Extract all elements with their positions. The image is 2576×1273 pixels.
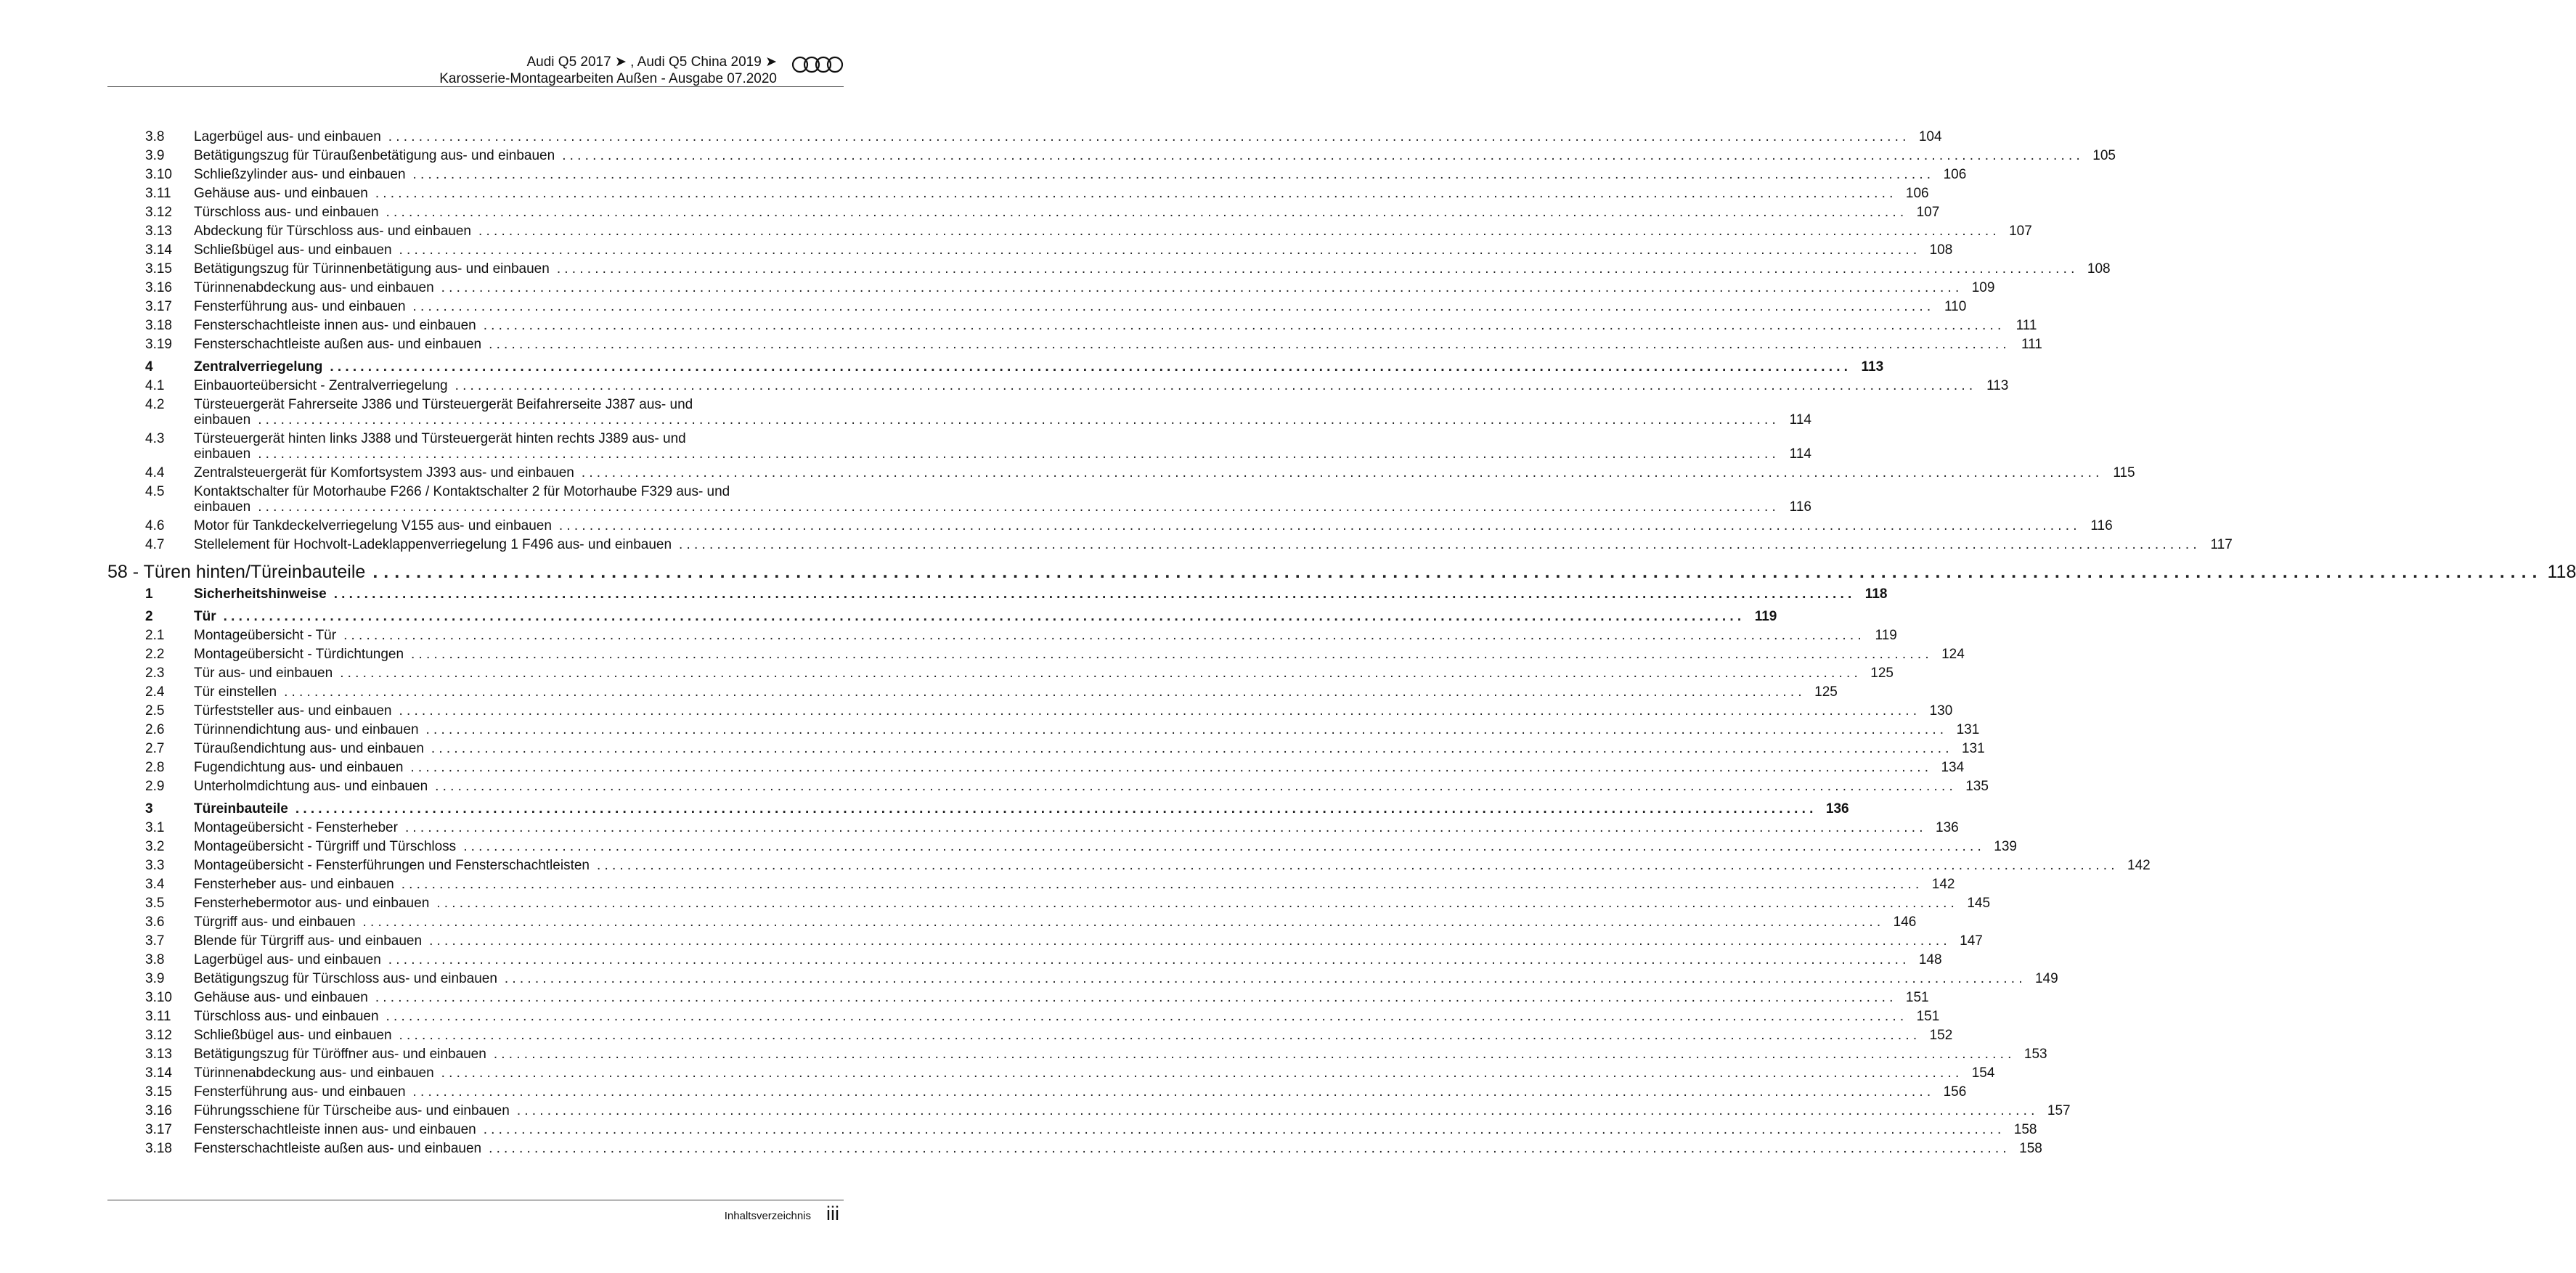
dot-leader: ........................................................................................................................................................................................................ bbox=[431, 741, 1953, 756]
toc-entry-page: 135 bbox=[1965, 779, 1989, 794]
toc-entry-title-line1: Türsteuergerät hinten links J388 und Türsteuergerät hinten rechts J389 aus- und bbox=[194, 431, 686, 446]
dot-leader: ........................................................................................................................................................................................................ bbox=[679, 537, 2201, 552]
toc-entry-number: 3.11 bbox=[145, 1009, 171, 1024]
table-of-contents bbox=[107, 128, 2576, 1158]
toc-entry[interactable] bbox=[107, 316, 2037, 335]
toc-entry[interactable] bbox=[107, 913, 1917, 932]
header-manual-title: Karosserie-Montagearbeiten Außen - Ausgabe 07.2020 bbox=[439, 71, 777, 86]
dot-leader: ........................................................................................................................................................................................................ bbox=[399, 703, 1921, 719]
toc-entry-page: 106 bbox=[1905, 186, 1929, 201]
toc-entry-page: 142 bbox=[2127, 858, 2151, 873]
toc-entry-title: Türinnendichtung aus- und einbauen bbox=[194, 722, 419, 737]
toc-entry-title: Montageübersicht - Tür bbox=[194, 628, 337, 643]
dot-leader: ........................................................................................................................................................................................................ bbox=[258, 446, 1780, 462]
dot-leader: ........................................................................................................................................................................................................ bbox=[372, 562, 2543, 582]
toc-entry-number: 3.19 bbox=[145, 337, 172, 352]
toc-entry[interactable] bbox=[107, 1139, 2042, 1158]
dot-leader: ........................................................................................................................................................................................................ bbox=[295, 801, 1817, 816]
dot-leader: ........................................................................................................................................................................................................ bbox=[343, 628, 1865, 643]
toc-entry[interactable] bbox=[107, 626, 1897, 645]
toc-entry-number: 2.3 bbox=[145, 666, 165, 681]
toc-entry-title: Türfeststeller aus- und einbauen bbox=[194, 703, 392, 719]
toc-entry-title: Sicherheitshinweise bbox=[194, 586, 327, 602]
dot-leader: ........................................................................................................................................................................................................ bbox=[223, 609, 1745, 624]
toc-entry[interactable] bbox=[107, 147, 2116, 165]
dot-leader: ........................................................................................................................................................................................................ bbox=[375, 990, 1897, 1005]
toc-entry[interactable] bbox=[107, 298, 1967, 316]
toc-entry-title-line1: Türsteuergerät Fahrerseite J386 und Türsteuergerät Beifahrerseite J387 aus- und bbox=[194, 397, 693, 412]
toc-entry-page: 107 bbox=[1916, 205, 1940, 220]
dot-leader: ........................................................................................................................................................................................................ bbox=[330, 359, 1852, 374]
toc-entry-page: 115 bbox=[2113, 465, 2135, 480]
dot-leader: ........................................................................................................................................................................................................ bbox=[425, 722, 1948, 737]
toc-entry[interactable] bbox=[107, 664, 1894, 683]
toc-entry-number: 3.1 bbox=[145, 820, 165, 835]
dot-leader: ........................................................................................................................................................................................................ bbox=[386, 205, 1908, 220]
dot-leader: ........................................................................................................................................................................................................ bbox=[478, 224, 2000, 239]
toc-entry[interactable] bbox=[107, 970, 2058, 988]
toc-entry[interactable] bbox=[107, 988, 1929, 1007]
dot-leader: ........................................................................................................................................................................................................ bbox=[404, 820, 1927, 835]
toc-entry-title: Gehäuse aus- und einbauen bbox=[194, 186, 368, 201]
toc-entry-number: 3.8 bbox=[145, 952, 165, 967]
toc-entry[interactable] bbox=[107, 819, 1959, 838]
toc-entry-title: Blende für Türgriff aus- und einbauen bbox=[194, 933, 423, 949]
toc-entry-title: Tür einstellen bbox=[194, 684, 277, 700]
toc-entry[interactable] bbox=[107, 536, 2233, 554]
toc-entry-number: 3 bbox=[145, 801, 153, 816]
toc-entry[interactable] bbox=[107, 875, 1955, 894]
toc-section-heading[interactable] bbox=[107, 585, 1888, 604]
header-vehicle-models: Audi Q5 2017 ➤ , Audi Q5 China 2019 ➤ bbox=[526, 54, 777, 70]
toc-entry-page: 124 bbox=[1941, 647, 1965, 662]
toc-entry-page: 146 bbox=[1893, 914, 1917, 930]
toc-entry-number: 4.7 bbox=[145, 537, 165, 552]
toc-entry-number: 4.2 bbox=[145, 397, 165, 412]
toc-entry-title: Türinnenabdeckung aus- und einbauen bbox=[194, 1065, 434, 1081]
toc-entry-page: 106 bbox=[1943, 167, 1967, 182]
toc-entry-title: Fensterführung aus- und einbauen bbox=[194, 299, 406, 314]
toc-entry-page: 116 bbox=[1789, 499, 1811, 515]
toc-entry[interactable] bbox=[107, 1064, 1995, 1083]
dot-leader: ........................................................................................................................................................................................................ bbox=[258, 412, 1780, 427]
toc-entry-number: 4.1 bbox=[145, 378, 165, 393]
toc-entry-number: 3.5 bbox=[145, 896, 165, 911]
toc-entry-title: Türschloss aus- und einbauen bbox=[194, 205, 379, 220]
toc-entry[interactable] bbox=[107, 1045, 2047, 1064]
toc-entry[interactable] bbox=[107, 951, 1942, 970]
toc-entry[interactable] bbox=[107, 184, 1929, 203]
toc-entry-title: Zentralverriegelung bbox=[194, 359, 323, 374]
toc-entry-page: 139 bbox=[1994, 839, 2017, 854]
toc-entry-title: einbauen bbox=[194, 412, 251, 427]
toc-entry-title: Türaußendichtung aus- und einbauen bbox=[194, 741, 424, 756]
toc-entry-title: Türinnenabdeckung aus- und einbauen bbox=[194, 280, 434, 295]
toc-entry[interactable] bbox=[107, 222, 2032, 241]
toc-entry-title: Stellelement für Hochvolt-Ladeklappenverriegelung 1 F496 aus- und einbauen bbox=[194, 537, 672, 552]
toc-entry-title: einbauen bbox=[194, 499, 251, 515]
toc-entry-title: Abdeckung für Türschloss aus- und einbauen bbox=[194, 224, 472, 239]
toc-section-heading[interactable] bbox=[107, 607, 1777, 626]
toc-entry-page: 134 bbox=[1941, 760, 1965, 775]
toc-entry[interactable] bbox=[107, 1102, 2071, 1121]
toc-entry[interactable] bbox=[107, 1007, 1940, 1026]
toc-entry-title: Lagerbügel aus- und einbauen bbox=[194, 129, 381, 144]
audi-rings-logo-icon bbox=[791, 55, 844, 74]
toc-entry-title: Türgriff aus- und einbauen bbox=[194, 914, 356, 930]
dot-leader: ........................................................................................................................................................................................................ bbox=[412, 167, 1935, 182]
toc-entry-title: Tür aus- und einbauen bbox=[194, 666, 333, 681]
dot-leader: ........................................................................................................................................................................................................ bbox=[441, 280, 1963, 295]
toc-entry-page: 116 bbox=[2090, 518, 2113, 533]
toc-entry-number: 3.2 bbox=[145, 839, 165, 854]
toc-entry-number: 3.9 bbox=[145, 148, 165, 163]
toc-entry-title: Betätigungszug für Türaußenbetätigung aus- und einbauen bbox=[194, 148, 555, 163]
toc-entry-page: 157 bbox=[2047, 1103, 2071, 1118]
toc-entry[interactable] bbox=[107, 838, 2017, 856]
toc-entry-title: Montageübersicht - Türgriff und Türschloss bbox=[194, 839, 457, 854]
dot-leader: ........................................................................................................................................................................................................ bbox=[388, 952, 1910, 967]
toc-entry-title: Türeinbauteile bbox=[194, 801, 288, 816]
dot-leader: ........................................................................................................................................................................................................ bbox=[258, 499, 1780, 515]
toc-entry-title: Einbauorteübersicht - Zentralverriegelung bbox=[194, 378, 448, 393]
toc-entry-number: 2 bbox=[145, 609, 153, 624]
toc-entry-title: Türschloss aus- und einbauen bbox=[194, 1009, 379, 1024]
toc-entry[interactable] bbox=[107, 645, 1965, 664]
toc-entry-number: 3.4 bbox=[145, 877, 165, 892]
toc-entry[interactable] bbox=[107, 777, 1989, 796]
toc-entry-number: 3.13 bbox=[145, 1047, 172, 1062]
header-divider bbox=[107, 86, 844, 87]
dot-leader: ........................................................................................................................................................................................................ bbox=[411, 647, 1933, 662]
toc-entry-page: 110 bbox=[1944, 299, 1967, 314]
toc-entry-number: 3.11 bbox=[145, 186, 171, 201]
toc-entry[interactable] bbox=[107, 128, 1942, 147]
toc-entry-title: Tür bbox=[194, 609, 216, 624]
dot-leader: ........................................................................................................................................................................................................ bbox=[399, 1028, 1921, 1043]
dot-leader: ........................................................................................................................................................................................................ bbox=[581, 465, 2103, 480]
toc-entry-number: 2.2 bbox=[145, 647, 165, 662]
toc-entry[interactable] bbox=[107, 430, 1811, 464]
dot-leader: ........................................................................................................................................................................................................ bbox=[410, 760, 1933, 775]
toc-entry-number: 3.12 bbox=[145, 1028, 172, 1043]
toc-entry-title: Fensterschachtleiste innen aus- und einbauen bbox=[194, 318, 476, 333]
toc-entry-page: 151 bbox=[1916, 1009, 1940, 1024]
toc-entry[interactable] bbox=[107, 396, 1811, 430]
toc-entry-page: 142 bbox=[1931, 877, 1955, 892]
toc-entry[interactable] bbox=[107, 464, 2135, 483]
toc-entry-page: 130 bbox=[1929, 703, 1953, 719]
toc-entry-page: 152 bbox=[1929, 1028, 1953, 1043]
toc-entry[interactable] bbox=[107, 279, 1995, 298]
toc-entry-number: 2.6 bbox=[145, 722, 165, 737]
dot-leader: ........................................................................................................................................................................................................ bbox=[562, 148, 2084, 163]
toc-entry-number: 3.15 bbox=[145, 261, 172, 277]
toc-entry-number: 2.9 bbox=[145, 779, 165, 794]
toc-entry-title: Betätigungszug für Türinnenbetätigung aus- und einbauen bbox=[194, 261, 550, 277]
footer-section-label: Inhaltsverzeichnis bbox=[724, 1210, 811, 1222]
toc-entry[interactable] bbox=[107, 1026, 1953, 1045]
dot-leader: ........................................................................................................................................................................................................ bbox=[375, 186, 1897, 201]
toc-entry-page: 148 bbox=[1918, 952, 1942, 967]
toc-entry-page: 151 bbox=[1905, 990, 1929, 1005]
dot-leader: ........................................................................................................................................................................................................ bbox=[284, 684, 1806, 700]
toc-entry-title: Fensterschachtleiste außen aus- und einbauen bbox=[194, 1141, 482, 1156]
toc-entry-title: Fensterheber aus- und einbauen bbox=[194, 877, 394, 892]
toc-entry-number: 3.3 bbox=[145, 858, 165, 873]
toc-entry-page: 149 bbox=[2034, 971, 2058, 986]
toc-entry-page: 156 bbox=[1943, 1084, 1967, 1100]
toc-entry[interactable] bbox=[107, 377, 2009, 396]
toc-entry-number: 2.7 bbox=[145, 741, 165, 756]
dot-leader: ........................................................................................................................................................................................................ bbox=[441, 1065, 1963, 1081]
toc-entry-title: Schließzylinder aus- und einbauen bbox=[194, 167, 406, 182]
toc-entry-number: 3.13 bbox=[145, 224, 172, 239]
toc-entry-number: 3.12 bbox=[145, 205, 172, 220]
toc-entry-title: Zentralsteuergerät für Komfortsystem J393 aus- und einbauen bbox=[194, 465, 574, 480]
toc-entry-number: 2.4 bbox=[145, 684, 165, 700]
toc-entry[interactable] bbox=[107, 758, 1965, 777]
toc-entry[interactable] bbox=[107, 203, 1940, 222]
toc-entry-page: 136 bbox=[1936, 820, 1959, 835]
toc-entry-page: 111 bbox=[2021, 337, 2042, 352]
toc-entry-page: 118 bbox=[1864, 586, 1888, 602]
toc-entry-page: 125 bbox=[1870, 666, 1894, 681]
toc-entry-title: Motor für Tankdeckelverriegelung V155 aus- und einbauen bbox=[194, 518, 552, 533]
toc-entry-number: 4 bbox=[145, 359, 153, 374]
toc-entry-page: 109 bbox=[1971, 280, 1995, 295]
toc-entry-number: 1 bbox=[145, 586, 153, 602]
toc-entry-number: 2.5 bbox=[145, 703, 165, 719]
toc-entry-page: 158 bbox=[2019, 1141, 2042, 1156]
dot-leader: ........................................................................................................................................................................................................ bbox=[401, 877, 1923, 892]
toc-entry-title: Montageübersicht - Türdichtungen bbox=[194, 647, 404, 662]
toc-entry[interactable] bbox=[107, 932, 1983, 951]
toc-entry-page: 114 bbox=[1789, 446, 1811, 462]
toc-entry-title: Fensterhebermotor aus- und einbauen bbox=[194, 896, 430, 911]
toc-section-heading[interactable] bbox=[107, 358, 1884, 377]
dot-leader: ........................................................................................................................................................................................................ bbox=[483, 318, 2005, 333]
dot-leader: ........................................................................................................................................................................................................ bbox=[435, 779, 1957, 794]
toc-entry-page: 113 bbox=[1861, 359, 1884, 374]
toc-entry-title: Schließbügel aus- und einbauen bbox=[194, 1028, 392, 1043]
dot-leader: ........................................................................................................................................................................................................ bbox=[412, 1084, 1935, 1100]
toc-entry[interactable] bbox=[107, 721, 1980, 740]
toc-chapter-heading[interactable] bbox=[107, 559, 2576, 585]
toc-entry-page: 111 bbox=[2015, 318, 2037, 333]
toc-entry-title: Betätigungszug für Türöffner aus- und einbauen bbox=[194, 1047, 486, 1062]
toc-entry-page: 154 bbox=[1971, 1065, 1995, 1081]
toc-entry[interactable] bbox=[107, 165, 1967, 184]
toc-entry-title: Fensterschachtleiste außen aus- und einbauen bbox=[194, 337, 482, 352]
toc-entry-title: Fugendichtung aus- und einbauen bbox=[194, 760, 404, 775]
toc-entry-number: 3.10 bbox=[145, 167, 172, 182]
toc-entry-page: 153 bbox=[2023, 1047, 2047, 1062]
toc-entry[interactable] bbox=[107, 241, 1953, 260]
toc-entry-number: 3.14 bbox=[145, 242, 172, 258]
toc-entry[interactable] bbox=[107, 335, 2042, 354]
toc-entry-number: 3.9 bbox=[145, 971, 165, 986]
toc-entry-title: Gehäuse aus- und einbauen bbox=[194, 990, 368, 1005]
toc-entry-title: Führungsschiene für Türscheibe aus- und einbauen bbox=[194, 1103, 510, 1118]
toc-entry-page: 113 bbox=[1986, 378, 2009, 393]
toc-entry-number: 3.15 bbox=[145, 1084, 172, 1100]
toc-entry-title: Fensterschachtleiste innen aus- und einbauen bbox=[194, 1122, 476, 1137]
toc-entry-title-line1: Kontaktschalter für Motorhaube F266 / Kontaktschalter 2 für Motorhaube F329 aus- und bbox=[194, 484, 730, 499]
toc-entry-number: 4.6 bbox=[145, 518, 165, 533]
toc-entry-page: 107 bbox=[2009, 224, 2032, 239]
toc-entry-number: 3.18 bbox=[145, 318, 172, 333]
toc-entry-number: 3.8 bbox=[145, 129, 165, 144]
dot-leader: ........................................................................................................................................................................................................ bbox=[386, 1009, 1908, 1024]
toc-entry[interactable] bbox=[107, 483, 1811, 517]
toc-entry[interactable] bbox=[107, 517, 2113, 536]
toc-entry-number: 2.8 bbox=[145, 760, 165, 775]
toc-entry-number: 3.10 bbox=[145, 990, 172, 1005]
dot-leader: ........................................................................................................................................................................................................ bbox=[362, 914, 1885, 930]
toc-entry-number: 4.5 bbox=[145, 484, 165, 499]
toc-entry-number: 2.1 bbox=[145, 628, 165, 643]
toc-entry[interactable] bbox=[107, 740, 1985, 758]
toc-entry-page: 147 bbox=[1960, 933, 1983, 949]
dot-leader: ........................................................................................................................................................................................................ bbox=[340, 666, 1862, 681]
toc-entry-page: 117 bbox=[2210, 537, 2233, 552]
dot-leader: ........................................................................................................................................................................................................ bbox=[333, 586, 1856, 602]
dot-leader: ........................................................................................................................................................................................................ bbox=[516, 1103, 2039, 1118]
dot-leader: ........................................................................................................................................................................................................ bbox=[558, 518, 2081, 533]
dot-leader: ........................................................................................................................................................................................................ bbox=[399, 242, 1921, 258]
dot-leader: ........................................................................................................................................................................................................ bbox=[483, 1122, 2005, 1137]
toc-entry[interactable] bbox=[107, 260, 2111, 279]
toc-entry[interactable] bbox=[107, 1083, 1967, 1102]
toc-entry-title: Fensterführung aus- und einbauen bbox=[194, 1084, 406, 1100]
toc-entry-number: 3.7 bbox=[145, 933, 165, 949]
dot-leader: ........................................................................................................................................................................................................ bbox=[596, 858, 2119, 873]
toc-chapter-page: 118 bbox=[2547, 562, 2576, 582]
toc-entry-title: Betätigungszug für Türschloss aus- und einbauen bbox=[194, 971, 497, 986]
toc-entry-title: Schließbügel aus- und einbauen bbox=[194, 242, 392, 258]
toc-entry-number: 3.18 bbox=[145, 1141, 172, 1156]
toc-entry-page: 119 bbox=[1875, 628, 1897, 643]
toc-entry[interactable] bbox=[107, 856, 2151, 875]
dot-leader: ........................................................................................................................................................................................................ bbox=[489, 337, 2010, 352]
toc-entry-number: 4.4 bbox=[145, 465, 165, 480]
toc-entry-page: 114 bbox=[1789, 412, 1811, 427]
toc-entry-title: Unterholmdichtung aus- und einbauen bbox=[194, 779, 428, 794]
toc-entry-page: 125 bbox=[1814, 684, 1838, 700]
toc-entry-page: 131 bbox=[1956, 722, 1980, 737]
dot-leader: ........................................................................................................................................................................................................ bbox=[429, 933, 1951, 949]
toc-section-heading[interactable] bbox=[107, 800, 1849, 819]
footer-page-number: iii bbox=[826, 1203, 839, 1224]
toc-entry-page: 104 bbox=[1918, 129, 1942, 144]
toc-entry[interactable] bbox=[107, 683, 1838, 702]
dot-leader: ........................................................................................................................................................................................................ bbox=[412, 299, 1935, 314]
toc-entry-page: 105 bbox=[2092, 148, 2116, 163]
toc-entry-number: 3.14 bbox=[145, 1065, 172, 1081]
toc-entry-number: 3.17 bbox=[145, 1122, 172, 1137]
dot-leader: ........................................................................................................................................................................................................ bbox=[489, 1141, 2010, 1156]
toc-entry-number: 3.16 bbox=[145, 1103, 172, 1118]
toc-entry[interactable] bbox=[107, 702, 1953, 721]
toc-entry-page: 131 bbox=[1961, 741, 1985, 756]
toc-entry-title: einbauen bbox=[194, 446, 251, 462]
toc-entry-number: 3.6 bbox=[145, 914, 165, 930]
toc-entry[interactable] bbox=[107, 894, 1991, 913]
dot-leader: ........................................................................................................................................................................................................ bbox=[556, 261, 2079, 277]
dot-leader: ........................................................................................................................................................................................................ bbox=[463, 839, 1985, 854]
toc-entry-number: 3.17 bbox=[145, 299, 172, 314]
toc-entry-page: 145 bbox=[1967, 896, 1991, 911]
toc-entry-number: 4.3 bbox=[145, 431, 165, 446]
toc-entry-page: 119 bbox=[1754, 609, 1777, 624]
dot-leader: ........................................................................................................................................................................................................ bbox=[504, 971, 2026, 986]
toc-entry-page: 108 bbox=[2087, 261, 2111, 277]
toc-entry-number: 3.16 bbox=[145, 280, 172, 295]
toc-entry-page: 108 bbox=[1929, 242, 1953, 258]
dot-leader: ........................................................................................................................................................................................................ bbox=[455, 378, 1977, 393]
toc-entry-title: Montageübersicht - Fensterheber bbox=[194, 820, 398, 835]
toc-entry-page: 158 bbox=[2013, 1122, 2037, 1137]
toc-entry-title: Lagerbügel aus- und einbauen bbox=[194, 952, 381, 967]
dot-leader: ........................................................................................................................................................................................................ bbox=[388, 129, 1910, 144]
dot-leader: ........................................................................................................................................................................................................ bbox=[493, 1047, 2015, 1062]
toc-chapter-title: 58 - Türen hinten/Türeinbauteile bbox=[107, 562, 366, 582]
toc-entry-title: Montageübersicht - Fensterführungen und Fensterschachtleisten bbox=[194, 858, 590, 873]
toc-entry-page: 136 bbox=[1825, 801, 1849, 816]
toc-entry[interactable] bbox=[107, 1121, 2037, 1139]
dot-leader: ........................................................................................................................................................................................................ bbox=[436, 896, 1959, 911]
